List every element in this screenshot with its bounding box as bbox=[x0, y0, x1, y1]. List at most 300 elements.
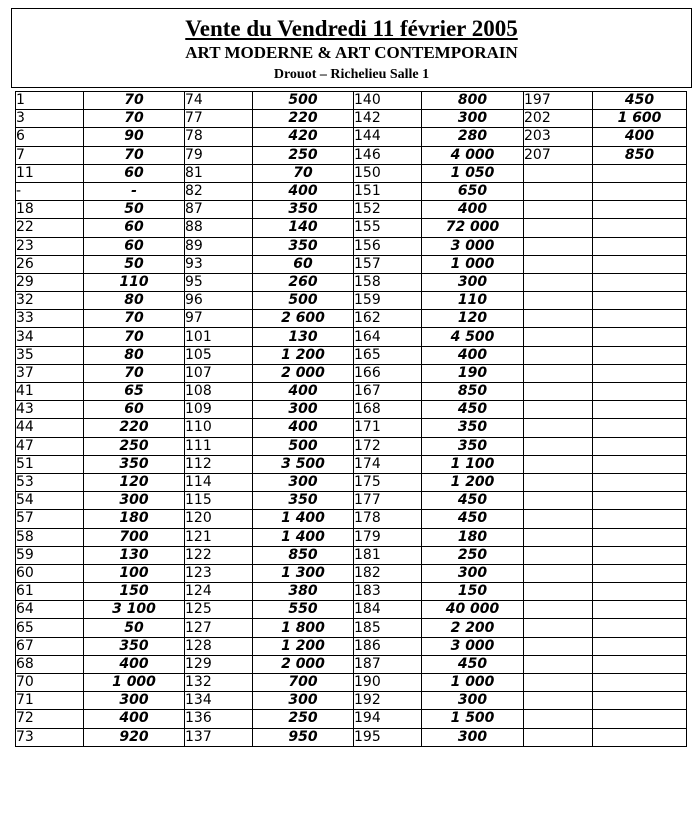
price-cell: 400 bbox=[422, 201, 524, 219]
price-cell: 150 bbox=[422, 583, 524, 601]
lot-number-cell: 87 bbox=[185, 201, 253, 219]
lot-number-cell: 155 bbox=[354, 219, 422, 237]
table-row bbox=[16, 346, 687, 364]
price-cell: 70 bbox=[84, 92, 185, 110]
lot-number-cell bbox=[524, 510, 593, 528]
lot-number-cell: 190 bbox=[354, 674, 422, 692]
lot-number-cell bbox=[524, 419, 593, 437]
lot-number-cell: 59 bbox=[16, 546, 84, 564]
table-row bbox=[16, 401, 687, 419]
price-cell bbox=[593, 655, 687, 673]
lot-number-cell: 88 bbox=[185, 219, 253, 237]
price-cell: 250 bbox=[84, 437, 185, 455]
lot-number-cell: 96 bbox=[185, 292, 253, 310]
price-cell bbox=[593, 674, 687, 692]
lot-number-cell: 78 bbox=[185, 128, 253, 146]
table-row bbox=[16, 364, 687, 382]
table-row bbox=[16, 710, 687, 728]
price-cell bbox=[593, 510, 687, 528]
price-cell: 500 bbox=[253, 437, 354, 455]
price-cell: 3 100 bbox=[84, 601, 185, 619]
table-row bbox=[16, 182, 687, 200]
price-cell bbox=[593, 473, 687, 491]
price-cell: 800 bbox=[422, 92, 524, 110]
lot-number-cell: 6 bbox=[16, 128, 84, 146]
price-cell: 850 bbox=[593, 146, 687, 164]
price-cell: 70 bbox=[253, 164, 354, 182]
lot-number-cell: 93 bbox=[185, 255, 253, 273]
lot-number-cell: 159 bbox=[354, 292, 422, 310]
lot-number-cell: 110 bbox=[185, 419, 253, 437]
price-cell: 350 bbox=[422, 437, 524, 455]
lot-number-cell bbox=[524, 401, 593, 419]
lot-number-cell: 150 bbox=[354, 164, 422, 182]
price-cell: 1 000 bbox=[422, 674, 524, 692]
lot-number-cell: 168 bbox=[354, 401, 422, 419]
table-row bbox=[16, 310, 687, 328]
price-cell: 1 800 bbox=[253, 619, 354, 637]
price-cell: 1 200 bbox=[253, 346, 354, 364]
price-cell: 100 bbox=[84, 564, 185, 582]
price-cell: 1 000 bbox=[84, 674, 185, 692]
price-cell bbox=[593, 328, 687, 346]
price-cell: 140 bbox=[253, 219, 354, 237]
price-cell bbox=[593, 164, 687, 182]
lot-number-cell: 111 bbox=[185, 437, 253, 455]
lot-number-cell: 7 bbox=[16, 146, 84, 164]
table-row bbox=[16, 528, 687, 546]
lot-number-cell bbox=[524, 619, 593, 637]
lot-number-cell: 18 bbox=[16, 201, 84, 219]
price-cell: 50 bbox=[84, 201, 185, 219]
price-cell: 90 bbox=[84, 128, 185, 146]
table-row bbox=[16, 510, 687, 528]
price-cell: 70 bbox=[84, 110, 185, 128]
price-cell: 1 000 bbox=[422, 255, 524, 273]
table-row bbox=[16, 219, 687, 237]
price-cell bbox=[593, 292, 687, 310]
lot-number-cell: 23 bbox=[16, 237, 84, 255]
lot-number-cell: 54 bbox=[16, 492, 84, 510]
table-row bbox=[16, 437, 687, 455]
price-cell: 500 bbox=[253, 292, 354, 310]
lot-number-cell bbox=[524, 201, 593, 219]
price-cell: 250 bbox=[422, 546, 524, 564]
lot-number-cell bbox=[524, 583, 593, 601]
price-cell: 1 400 bbox=[253, 528, 354, 546]
lot-number-cell: 112 bbox=[185, 455, 253, 473]
price-cell: 70 bbox=[84, 328, 185, 346]
lot-number-cell: 157 bbox=[354, 255, 422, 273]
table-row bbox=[16, 583, 687, 601]
price-cell: 400 bbox=[593, 128, 687, 146]
lot-number-cell: 79 bbox=[185, 146, 253, 164]
price-cell: 300 bbox=[422, 564, 524, 582]
price-cell: 420 bbox=[253, 128, 354, 146]
lot-number-cell: 167 bbox=[354, 383, 422, 401]
lot-number-cell: 70 bbox=[16, 674, 84, 692]
lot-number-cell: 60 bbox=[16, 564, 84, 582]
price-cell: 700 bbox=[253, 674, 354, 692]
price-cell: 300 bbox=[422, 110, 524, 128]
lot-number-cell: 74 bbox=[185, 92, 253, 110]
price-cell bbox=[593, 601, 687, 619]
price-cell: 80 bbox=[84, 292, 185, 310]
price-cell: 400 bbox=[253, 182, 354, 200]
price-cell: 250 bbox=[253, 146, 354, 164]
price-cell: 3 000 bbox=[422, 237, 524, 255]
price-cell: 130 bbox=[253, 328, 354, 346]
table-row bbox=[16, 674, 687, 692]
price-cell bbox=[593, 419, 687, 437]
table-row bbox=[16, 328, 687, 346]
lot-number-cell: 122 bbox=[185, 546, 253, 564]
price-cell: 150 bbox=[84, 583, 185, 601]
lot-number-cell: 109 bbox=[185, 401, 253, 419]
price-cell: 260 bbox=[253, 273, 354, 291]
lot-number-cell: 58 bbox=[16, 528, 84, 546]
lot-number-cell: 202 bbox=[524, 110, 593, 128]
table-row bbox=[16, 255, 687, 273]
price-cell: 280 bbox=[422, 128, 524, 146]
price-cell bbox=[593, 273, 687, 291]
lot-number-cell: 53 bbox=[16, 473, 84, 491]
price-cell bbox=[593, 528, 687, 546]
price-cell: 180 bbox=[422, 528, 524, 546]
results-table bbox=[15, 91, 687, 747]
lot-number-cell: 207 bbox=[524, 146, 593, 164]
price-cell: 1 300 bbox=[253, 564, 354, 582]
lot-number-cell: 134 bbox=[185, 692, 253, 710]
price-cell bbox=[593, 182, 687, 200]
price-cell bbox=[593, 692, 687, 710]
table-row bbox=[16, 601, 687, 619]
lot-number-cell: 165 bbox=[354, 346, 422, 364]
lot-number-cell: 115 bbox=[185, 492, 253, 510]
price-cell: 2 200 bbox=[422, 619, 524, 637]
price-cell: 1 100 bbox=[422, 455, 524, 473]
price-cell: 300 bbox=[253, 473, 354, 491]
lot-number-cell: 186 bbox=[354, 637, 422, 655]
table-row bbox=[16, 92, 687, 110]
price-cell bbox=[593, 201, 687, 219]
lot-number-cell: 114 bbox=[185, 473, 253, 491]
price-cell: 380 bbox=[253, 583, 354, 601]
price-cell: 1 050 bbox=[422, 164, 524, 182]
price-cell: 300 bbox=[253, 401, 354, 419]
lot-number-cell: 164 bbox=[354, 328, 422, 346]
price-cell: 60 bbox=[84, 237, 185, 255]
lot-number-cell bbox=[524, 546, 593, 564]
lot-number-cell: 162 bbox=[354, 310, 422, 328]
sale-header bbox=[11, 8, 692, 88]
price-cell bbox=[593, 437, 687, 455]
lot-number-cell: 158 bbox=[354, 273, 422, 291]
lot-number-cell: 183 bbox=[354, 583, 422, 601]
lot-number-cell: 125 bbox=[185, 601, 253, 619]
price-cell: 1 400 bbox=[253, 510, 354, 528]
price-cell bbox=[593, 583, 687, 601]
price-cell: 850 bbox=[422, 383, 524, 401]
price-cell bbox=[593, 255, 687, 273]
price-cell bbox=[593, 219, 687, 237]
price-cell: 700 bbox=[84, 528, 185, 546]
price-cell bbox=[593, 455, 687, 473]
lot-number-cell: 32 bbox=[16, 292, 84, 310]
lot-number-cell bbox=[524, 655, 593, 673]
table-row bbox=[16, 546, 687, 564]
price-cell: 220 bbox=[253, 110, 354, 128]
price-cell: 350 bbox=[253, 492, 354, 510]
price-cell: 450 bbox=[422, 655, 524, 673]
price-cell bbox=[593, 401, 687, 419]
lot-number-cell: 129 bbox=[185, 655, 253, 673]
lot-number-cell: 57 bbox=[16, 510, 84, 528]
lot-number-cell: 65 bbox=[16, 619, 84, 637]
price-cell: 300 bbox=[422, 273, 524, 291]
price-cell bbox=[593, 546, 687, 564]
price-cell bbox=[593, 237, 687, 255]
price-cell: 220 bbox=[84, 419, 185, 437]
price-cell bbox=[593, 383, 687, 401]
table-row bbox=[16, 473, 687, 491]
table-row bbox=[16, 692, 687, 710]
lot-number-cell: 137 bbox=[185, 728, 253, 746]
price-cell: 450 bbox=[593, 92, 687, 110]
lot-number-cell: 174 bbox=[354, 455, 422, 473]
lot-number-cell: 22 bbox=[16, 219, 84, 237]
price-cell: 300 bbox=[84, 492, 185, 510]
lot-number-cell: 181 bbox=[354, 546, 422, 564]
lot-number-cell: 194 bbox=[354, 710, 422, 728]
price-cell: 40 000 bbox=[422, 601, 524, 619]
lot-number-cell: 107 bbox=[185, 364, 253, 382]
lot-number-cell: 192 bbox=[354, 692, 422, 710]
table-row bbox=[16, 492, 687, 510]
lot-number-cell: 35 bbox=[16, 346, 84, 364]
price-cell: 130 bbox=[84, 546, 185, 564]
lot-number-cell: 185 bbox=[354, 619, 422, 637]
price-cell: 70 bbox=[84, 146, 185, 164]
price-cell: 2 000 bbox=[253, 364, 354, 382]
table-row bbox=[16, 292, 687, 310]
lot-number-cell: 44 bbox=[16, 419, 84, 437]
lot-number-cell: 64 bbox=[16, 601, 84, 619]
lot-number-cell bbox=[524, 728, 593, 746]
sale-location: Drouot – Richelieu Salle 1 bbox=[273, 67, 430, 82]
price-cell bbox=[593, 310, 687, 328]
lot-number-cell bbox=[524, 710, 593, 728]
price-cell: 120 bbox=[422, 310, 524, 328]
lot-number-cell: 187 bbox=[354, 655, 422, 673]
sale-subtitle: ART MODERNE & ART CONTEMPORAIN bbox=[185, 43, 518, 62]
price-cell: 65 bbox=[84, 383, 185, 401]
lot-number-cell: 172 bbox=[354, 437, 422, 455]
price-cell: 1 600 bbox=[593, 110, 687, 128]
lot-number-cell bbox=[524, 528, 593, 546]
price-cell bbox=[593, 619, 687, 637]
lot-number-cell: 1 bbox=[16, 92, 84, 110]
lot-number-cell: 128 bbox=[185, 637, 253, 655]
price-cell: 3 500 bbox=[253, 455, 354, 473]
lot-number-cell: 140 bbox=[354, 92, 422, 110]
table-row bbox=[16, 383, 687, 401]
lot-number-cell bbox=[524, 273, 593, 291]
price-cell: 3 000 bbox=[422, 637, 524, 655]
lot-number-cell: 171 bbox=[354, 419, 422, 437]
price-cell: 350 bbox=[253, 201, 354, 219]
lot-number-cell bbox=[524, 437, 593, 455]
lot-number-cell: 203 bbox=[524, 128, 593, 146]
lot-number-cell: 124 bbox=[185, 583, 253, 601]
price-cell: 1 200 bbox=[253, 637, 354, 655]
lot-number-cell: 152 bbox=[354, 201, 422, 219]
lot-number-cell: 97 bbox=[185, 310, 253, 328]
lot-number-cell: 51 bbox=[16, 455, 84, 473]
price-cell: 2 600 bbox=[253, 310, 354, 328]
table-row bbox=[16, 419, 687, 437]
lot-number-cell: 178 bbox=[354, 510, 422, 528]
price-cell: 72 000 bbox=[422, 219, 524, 237]
price-cell: 70 bbox=[84, 364, 185, 382]
price-cell: 1 200 bbox=[422, 473, 524, 491]
sale-title: Vente du Vendredi 11 février 2005 bbox=[185, 16, 518, 41]
lot-number-cell: 197 bbox=[524, 92, 593, 110]
lot-number-cell: 11 bbox=[16, 164, 84, 182]
price-cell bbox=[593, 564, 687, 582]
lot-number-cell: 29 bbox=[16, 273, 84, 291]
lot-number-cell bbox=[524, 383, 593, 401]
lot-number-cell: 101 bbox=[185, 328, 253, 346]
lot-number-cell: 120 bbox=[185, 510, 253, 528]
price-cell bbox=[593, 346, 687, 364]
price-cell: 4 500 bbox=[422, 328, 524, 346]
lot-number-cell: 72 bbox=[16, 710, 84, 728]
price-cell: 50 bbox=[84, 619, 185, 637]
lot-number-cell: 34 bbox=[16, 328, 84, 346]
price-cell: 250 bbox=[253, 710, 354, 728]
lot-number-cell: 144 bbox=[354, 128, 422, 146]
price-cell: 300 bbox=[422, 692, 524, 710]
price-cell: 120 bbox=[84, 473, 185, 491]
price-cell: 60 bbox=[84, 219, 185, 237]
table-row bbox=[16, 128, 687, 146]
price-cell: 300 bbox=[253, 692, 354, 710]
lot-number-cell bbox=[524, 310, 593, 328]
lot-number-cell: 156 bbox=[354, 237, 422, 255]
table-row bbox=[16, 237, 687, 255]
price-cell: 180 bbox=[84, 510, 185, 528]
price-cell: 190 bbox=[422, 364, 524, 382]
price-cell: 50 bbox=[84, 255, 185, 273]
price-cell: 400 bbox=[84, 710, 185, 728]
lot-number-cell: 151 bbox=[354, 182, 422, 200]
table-row bbox=[16, 619, 687, 637]
lot-number-cell: 182 bbox=[354, 564, 422, 582]
lot-number-cell: 127 bbox=[185, 619, 253, 637]
lot-number-cell: 67 bbox=[16, 637, 84, 655]
price-cell: 1 500 bbox=[422, 710, 524, 728]
price-cell: 70 bbox=[84, 310, 185, 328]
price-cell: 350 bbox=[253, 237, 354, 255]
table-row bbox=[16, 146, 687, 164]
lot-number-cell: 73 bbox=[16, 728, 84, 746]
price-cell: 350 bbox=[84, 455, 185, 473]
price-cell: 4 000 bbox=[422, 146, 524, 164]
table-row bbox=[16, 201, 687, 219]
lot-number-cell: 142 bbox=[354, 110, 422, 128]
table-row bbox=[16, 273, 687, 291]
lot-number-cell: 68 bbox=[16, 655, 84, 673]
lot-number-cell bbox=[524, 292, 593, 310]
price-cell: 450 bbox=[422, 401, 524, 419]
table-row bbox=[16, 564, 687, 582]
lot-number-cell: 37 bbox=[16, 364, 84, 382]
lot-number-cell: 175 bbox=[354, 473, 422, 491]
price-cell bbox=[593, 710, 687, 728]
lot-number-cell bbox=[524, 346, 593, 364]
lot-number-cell: 121 bbox=[185, 528, 253, 546]
price-cell: 400 bbox=[253, 383, 354, 401]
price-cell: 400 bbox=[84, 655, 185, 673]
lot-number-cell: 47 bbox=[16, 437, 84, 455]
lot-number-cell bbox=[524, 564, 593, 582]
price-cell: 500 bbox=[253, 92, 354, 110]
lot-number-cell: 166 bbox=[354, 364, 422, 382]
lot-number-cell: 77 bbox=[185, 110, 253, 128]
table-row bbox=[16, 455, 687, 473]
lot-number-cell bbox=[524, 328, 593, 346]
lot-number-cell: 123 bbox=[185, 564, 253, 582]
table-row bbox=[16, 728, 687, 746]
price-cell: 450 bbox=[422, 492, 524, 510]
price-cell: 300 bbox=[84, 692, 185, 710]
lot-number-cell bbox=[524, 455, 593, 473]
price-cell: 110 bbox=[84, 273, 185, 291]
price-cell: 80 bbox=[84, 346, 185, 364]
lot-number-cell: 195 bbox=[354, 728, 422, 746]
lot-number-cell: - bbox=[16, 182, 84, 200]
price-cell: 650 bbox=[422, 182, 524, 200]
price-cell: 400 bbox=[253, 419, 354, 437]
lot-number-cell: 95 bbox=[185, 273, 253, 291]
price-cell: 350 bbox=[84, 637, 185, 655]
price-cell: 920 bbox=[84, 728, 185, 746]
price-cell: 110 bbox=[422, 292, 524, 310]
price-cell: 60 bbox=[84, 164, 185, 182]
lot-number-cell: 3 bbox=[16, 110, 84, 128]
price-cell: 300 bbox=[422, 728, 524, 746]
price-cell: 850 bbox=[253, 546, 354, 564]
lot-number-cell: 26 bbox=[16, 255, 84, 273]
lot-number-cell bbox=[524, 473, 593, 491]
lot-number-cell bbox=[524, 692, 593, 710]
price-cell bbox=[593, 364, 687, 382]
price-cell: 400 bbox=[422, 346, 524, 364]
lot-number-cell bbox=[524, 492, 593, 510]
price-cell: 350 bbox=[422, 419, 524, 437]
lot-number-cell: 108 bbox=[185, 383, 253, 401]
lot-number-cell: 33 bbox=[16, 310, 84, 328]
price-cell: 60 bbox=[84, 401, 185, 419]
table-row bbox=[16, 164, 687, 182]
lot-number-cell bbox=[524, 637, 593, 655]
lot-number-cell bbox=[524, 182, 593, 200]
table-row bbox=[16, 637, 687, 655]
lot-number-cell bbox=[524, 164, 593, 182]
price-cell: - bbox=[84, 182, 185, 200]
lot-number-cell: 43 bbox=[16, 401, 84, 419]
